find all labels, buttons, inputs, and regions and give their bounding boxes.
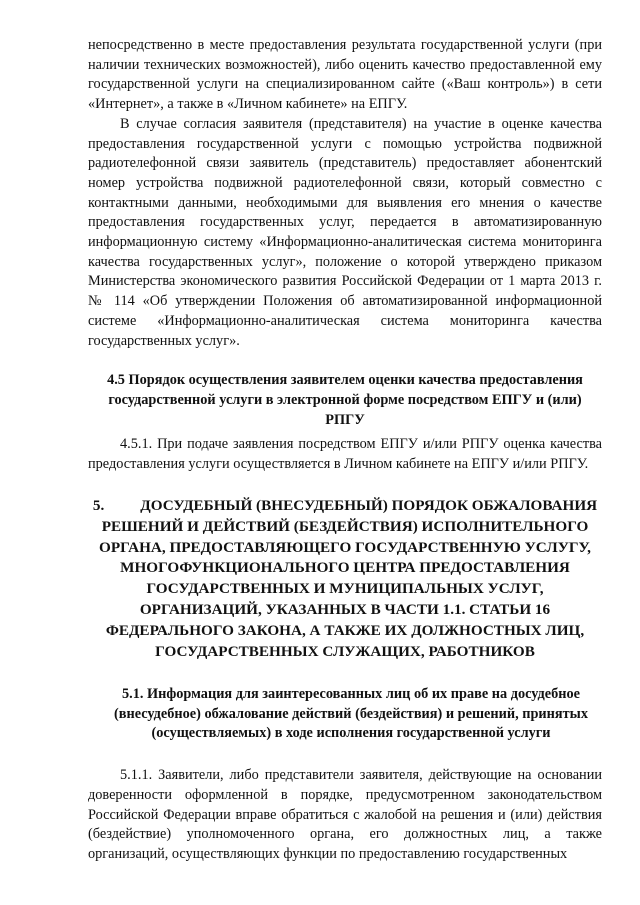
spacer xyxy=(88,475,602,496)
paragraph-5-1-1: 5.1.1. Заявители, либо представители заявителя, действующие на основании доверенности оформленной в порядке, предусмотренном законодательством Российской Федерации вправе обратиться с жалобой на решения и (или) действия (бездействие) уполномоченного органа, его должностных лиц, а также организаций, осуществляющих функции по предоставлению государственных xyxy=(88,767,602,862)
spacer xyxy=(88,744,602,766)
document-page xyxy=(88,36,602,865)
heading-4-5: 4.5 Порядок осуществления заявителем оценки качества предоставления государственной услуги в электронной форме посредством ЕПГУ и (или) РПГУ xyxy=(107,372,583,428)
spacer xyxy=(88,351,602,371)
spacer xyxy=(88,663,602,685)
paragraph-4-5-1: 4.5.1. При подаче заявления посредством ЕПГУ и/или РПГУ оценка качества предоставления услуги осуществляется в Личном кабинете на ЕПГУ и/или РПГУ. xyxy=(88,436,602,473)
paragraph-continuation: непосредственно в месте предоставления результата государственной услуги (при наличии технических возможностей), либо оценить качество предоставленной ему государственной услуги на специализированном сайте («Ваш контроль») в сети «Интернет», а также в «Личном кабинете» на ЕПГУ. xyxy=(88,37,602,113)
paragraph-consent: В случае согласия заявителя (представителя) на участие в оценке качества предоставления государственной услуги с помощью устройства подвижной радиотелефонной связи заявитель (представитель) предоставляет абонентский номер устройства подвижной радиотелефонной связи, который совместно с контактными данными, необходимыми для выявления его мнения о качестве предоставления государственных услуг, передается в автоматизированную информационную систему «Информационно-аналитическая система мониторинга качества государственных услуг», положение о которой утверждено приказом Министерства экономического развития Российской Федерации от 1 марта 2013 г. № 114 «Об утверждении Положения об автоматизированной информационной системе «Информационно-аналитическая система мониторинга качества государственных услуг». xyxy=(88,115,602,349)
section-5-heading xyxy=(88,496,602,663)
heading-5-1: 5.1. Информация для заинтересованных лиц об их праве на досудебное (внесудебное) обжалование действий (бездействия) и решений, принятых (осуществляемых) в ходе исполнения государственной услуги xyxy=(114,686,588,742)
section-5-title: ДОСУДЕБНЫЙ (ВНЕСУДЕБНЫЙ) ПОРЯДОК ОБЖАЛОВАНИЯ РЕШЕНИЙ И ДЕЙСТВИЙ (БЕЗДЕЙСТВИЯ) ИСПОЛНИТЕЛЬНОГО ОРГАНА, ПРЕДОСТАВЛЯЮЩЕГО ГОСУДАРСТВЕННУЮ УСЛУГУ, МНОГОФУНКЦИОНАЛЬНОГО ЦЕНТРА ПРЕДОСТАВЛЕНИЯ ГОСУДАРСТВЕННЫХ И МУНИЦИПАЛЬНЫХ УСЛУГ, ОРГАНИЗАЦИЙ, УКАЗАННЫХ В ЧАСТИ 1.1. СТАТЬИ 16 ФЕДЕРАЛЬНОГО ЗАКОНА, А ТАКЖЕ ИХ ДОЛЖНОСТНЫХ ЛИЦ, ГОСУДАРСТВЕННЫХ СЛУЖАЩИХ, РАБОТНИКОВ xyxy=(99,496,598,661)
section-5-number: 5. xyxy=(92,496,105,514)
